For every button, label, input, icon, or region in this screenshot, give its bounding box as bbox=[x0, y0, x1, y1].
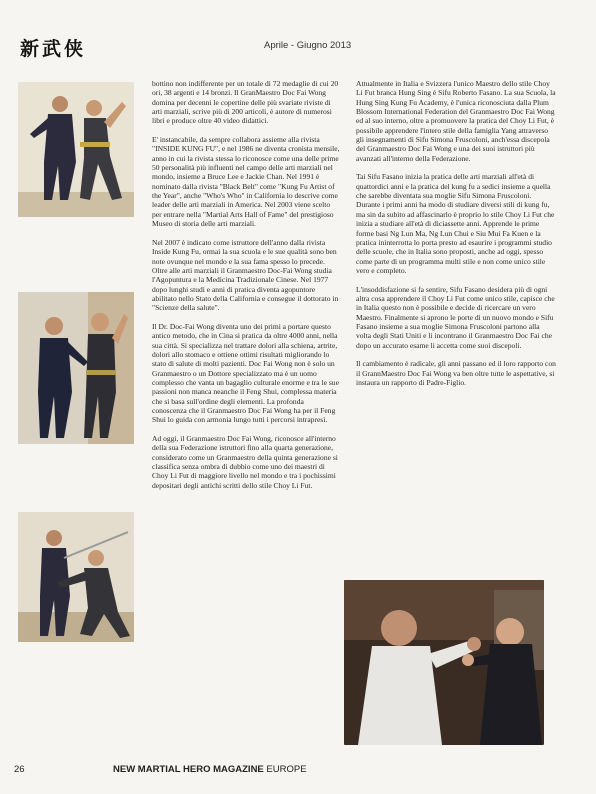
magazine-footer bbox=[113, 764, 307, 775]
issue-date: Aprile - Giugno 2013 bbox=[264, 40, 352, 51]
magazine-name: NEW MARTIAL HERO MAGAZINE bbox=[113, 764, 264, 775]
paragraph: Attualmente in Italia e Svizzera l'unico Maestro dello stile Choy Li Fut branca Hung Sing è Sifu Roberto Fasano. La sua Scuola, la Hung Sing Kung Fu Academy, è l'unica riconosciuta dalla Plum Blossom International Federation del Granmaestro Doc Fai Wong ed al suo interno, oltre a promuovere la pratica del Choy Li Fut, è possibile apprendere l'intero stile della famiglia Yang attraverso gli insegnamenti di Sifu Simona Fruscoloni, anch'essa discepola del Granmaestro Doc Fai Wong e una dei suoi istruttori più avanzati all'interno della Federazione. bbox=[356, 79, 556, 163]
article-column-right bbox=[356, 79, 556, 397]
article-column-left bbox=[152, 79, 340, 499]
magazine-logo: 新武侠 bbox=[20, 38, 87, 60]
photo-two-masters-pose bbox=[18, 82, 134, 217]
paragraph: Il Dr. Doc-Fai Wong diventa uno dei primi a portare questo antico metodo, che in Cina si pratica da oltre 4000 anni, nella sua città. Si specializza nel trattare dolori alla schiena, artrite, dolori allo stomaco e ottiene ottimi risultati migliorando lo stato di salute di molti pazienti. Doc Fai Wong non è solo un Granmaestro o un Dottore specializzato ma è un uomo complesso che vanta un bagaglio culturale enorme e tra le sue passioni non manca neanche il Feng Shui, complessa materia che si basa sull'ordine degli elementi. La profonda conoscenza che il Granmaestro Doc Fai Wong ha per il Feng Shui lo guida con armonia lungo tutti i percorsi intrapresi. bbox=[152, 321, 339, 425]
page-number: 26 bbox=[14, 764, 25, 775]
paragraph: bottino non indifferente per un totale di 72 medaglie di cui 20 ori, 38 argenti e 14 bronzi. Il GranMaestro Doc Fai Wong domina per decenni le copertine delle più svariate riviste di arti marziali, scrive più di 200 articoli, è autore di numerosi libri e produce oltre 40 video didattici. bbox=[152, 79, 339, 126]
paragraph: L'insoddisfazione si fa sentire, Sifu Fasano desidera più di ogni altra cosa apprendere il Choy Li Fut come unico stile, capisce che in Italia questo non è possibile e decide di ricercare un vero Maestro. Finalmente si aprono le porte di un nuovo mondo e Sifu Fasano insieme a sua moglie Simona Fruscoloni partono alla volta degli Stati Uniti e li incontrano il Granmaestro Doc Fai che dopo un accurato esame li accetta come suoi discepoli. bbox=[356, 284, 555, 350]
photo-sword-demonstration bbox=[18, 512, 134, 642]
paragraph: Il cambiamento è radicale, gli anni passano ed il loro rapporto con il GrannMaestro Doc Fai Wong va ben oltre tutte le aspettative, si instaura un rapporto di Padre-Figlio. bbox=[356, 359, 556, 387]
paragraph: Tai Sifu Fasano inizia la pratica delle arti marziali all'età di quattordici anni e la pratica del kung fu a sedici insieme a quella che sarebbe diventata sua moglie Sifu Simona Fruscoloni. Durante i primi anni ha modo di studiare diversi stili di kung fu, ma sin da subito ad affascinarlo è proprio lo stile Choy Li Fut che inizia a studiare all'età di diciassette anni. Apprende le prime forme basi Ng Lun Ma, Ng Lun Chui e Siu Mui Fa Kuen e la pratica ininterrotta lo porta presto ad esaurire i programmi studio delle scuole, che in Italia sono proposti, anche ad oggi, spesso come parte di un programma multi stile e non come unico stile vero e completo. bbox=[356, 172, 555, 275]
photo-grandmaster-with-student bbox=[18, 292, 134, 444]
paragraph: Nel 2007 è indicato come istruttore dell'anno dalla rivista Inside Kung Fu, ormai la sua scuola e le sue qualità sono ben note ovunque nel mondo e la sua fama spesso lo precede. Oltre alle arti marziali il Granmaestro Doc-Fai Wong studia l'Agopuntura e la Medicina Tradizionale Cinese. Nel 1977 dopo lunghi studi e anni di pratica diventa agopuntore abilitato nello Stato della California e consegue il dottorato in "Scienze della salute". bbox=[152, 237, 339, 313]
paragraph: Ad oggi, il Granmaestro Doc Fai Wong, riconosce all'interno della sua Federazione istruttori fino alla quarta generazione, considerato come un Granmaestro della quinta generazione si classifica senza ombra di dubbio come uno dei maestri di Choy Li Fut di maggiore livello nel mondo e tra i pochissimi depositari degli antichi scritti dello stile Choy Li Fut. bbox=[152, 434, 338, 490]
photo-training-session bbox=[344, 580, 544, 745]
paragraph: E' instancabile, da sempre collabora assieme alla rivista "INSIDE KUNG FU", e nel 1986 ne diventa cronista mensile, anno in cui la rivista stessa lo riconosce come una delle prime 50 personalità più influenti nel campo delle arti marziali nel mondo, insieme a Bruce Lee e Jackie Chan. Nel 1991 è nominato dalla rivista "Black Belt" come "Kung Fu Artist of the Year", anche "Who's Who" in California lo descrive come leader delle arti marziali in America. Nel 2003 viene scelto per entrare nella "Martial Arts Hall of Fame" del prestigioso Museo di storia delle arti marziali. bbox=[152, 135, 340, 229]
magazine-edition: EUROPE bbox=[266, 764, 307, 775]
